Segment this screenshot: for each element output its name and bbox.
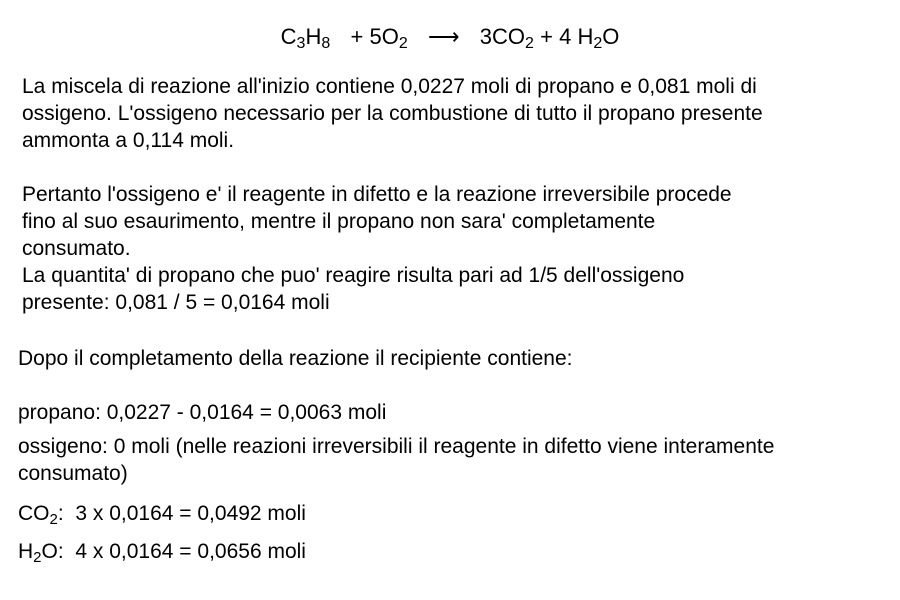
text-line: consumato) (18, 462, 128, 485)
h2o-o-symbol: O (602, 24, 620, 49)
text-line: ossigeno: 0 moli (nelle reazioni irreversibili il reagente in difetto viene interamente (18, 435, 775, 458)
h2o-label-h: H (18, 540, 34, 563)
propane-result: propano: 0,0227 - 0,0164 = 0,0063 moli (18, 401, 387, 424)
text-line: ossigeno. L'ossigeno necessario per la combustione di tutto il propano presente (22, 102, 763, 125)
h2o-subscript: 2 (593, 35, 603, 52)
h2o-h-symbol: H (577, 24, 594, 49)
carbon-symbol: C (280, 24, 297, 49)
h2o-value: 4 x 0,0164 = 0,0656 moli (75, 540, 306, 563)
co2-label-subscript: 2 (49, 511, 58, 528)
text-line: presente: 0,081 / 5 = 0,0164 moli (22, 291, 330, 314)
oxygen-subscript: 2 (398, 35, 408, 52)
text-line: consumato. (22, 237, 131, 260)
paragraph-limiting-reagent (22, 181, 892, 316)
carbon-subscript: 3 (296, 35, 306, 52)
co2-label: CO (18, 502, 50, 525)
plus-sign: + (350, 24, 364, 49)
text-line: La quantita' di propano che puo' reagire risulta pari ad 1/5 dell'ossigeno (22, 264, 685, 287)
text-line: ammonta a 0,114 moli. (22, 129, 235, 152)
co2-value: 3 x 0,0164 = 0,0492 moli (75, 502, 306, 525)
text-line: Pertanto l'ossigeno e' il reagente in difetto e la reazione irreversibile procede (22, 183, 732, 206)
hydrogen-subscript: 8 (321, 35, 331, 52)
h2o-result (18, 538, 893, 571)
text-line: fino al suo esaurimento, mentre il propano non sara' completamente (22, 210, 656, 233)
final-contents-intro: Dopo il completamento della reazione il recipiente contiene: (18, 347, 573, 370)
oxygen-symbol: O (381, 24, 399, 49)
co2-separator: : (57, 502, 64, 525)
h2o-separator: : (57, 540, 64, 563)
co2-symbol: CO (492, 24, 526, 49)
reaction-equation (0, 22, 900, 59)
co2-subscript: 2 (525, 35, 534, 52)
text-line: La miscela di reazione all'inizio contiene 0,0227 moli di propano e 0,081 moli di (22, 75, 757, 98)
co2-coefficient: 3 (479, 24, 493, 49)
plus-sign: + (540, 24, 553, 49)
paragraph-initial-mixture (22, 73, 892, 154)
h2o-label-subscript: 2 (33, 549, 42, 566)
h2o-coefficient: 4 (559, 24, 572, 49)
oxygen-coefficient: 5 (369, 24, 382, 49)
h2o-label-o: O (41, 540, 58, 563)
oxygen-result (18, 433, 893, 487)
reaction-arrow-icon: ⟶ (428, 24, 460, 49)
hydrogen-symbol: H (305, 24, 322, 49)
co2-result (18, 500, 893, 533)
